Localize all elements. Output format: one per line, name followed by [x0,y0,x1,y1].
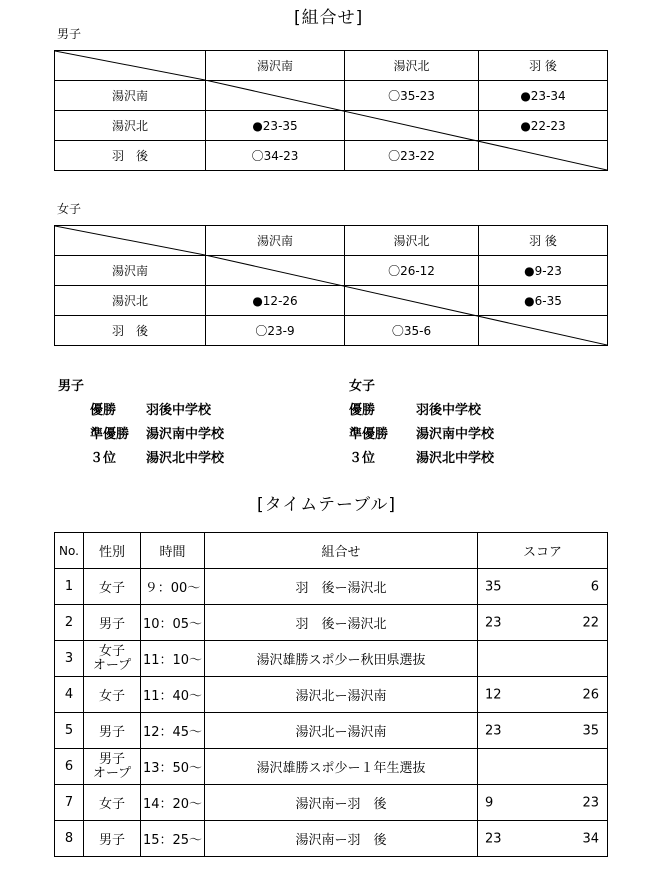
boys-school-2: 湯沢南中学校 [146,427,225,442]
score-right: 23 [582,795,599,810]
boys-standings-label: 男子 [58,379,85,394]
boys-result-cell: ●23-34 [479,81,608,111]
gender-line-1: 女子 [98,643,125,659]
table-row [55,605,608,641]
row-match: 湯沢雄勝スポ少ー１年生選抜 [205,749,478,785]
table-row [55,749,608,785]
row-time: 12：45～ [141,713,205,749]
girls-corner-cell [55,226,206,256]
diagonal-line [55,226,205,255]
girls-col-header: 湯沢南 [206,226,345,256]
boys-row-header: 湯沢南 [55,81,206,111]
girls-school-2: 湯沢南中学校 [416,427,495,442]
score-left: 12 [485,687,502,702]
girls-result-cell: ●6-35 [479,286,608,316]
girls-row-header: 羽 後 [55,316,206,346]
girls-rank-2: 準優勝 [349,427,389,442]
table-row [55,677,608,713]
row-score [478,821,608,857]
row-gender: 女子 [84,677,141,713]
score-right: 35 [582,723,599,738]
row-match: 湯沢雄勝スポ少ー秋田県選抜 [205,641,478,677]
kumiawase-title: [組合せ] [294,8,364,28]
girls-col-header: 羽 後 [479,226,608,256]
row-gender: 男子 [84,821,141,857]
row-time: 11：10～ [141,641,205,677]
boys-row-header: 湯沢北 [55,111,206,141]
girls-rank-3: ３位 [349,451,376,466]
row-time: 13：50～ [141,749,205,785]
boys-col-header: 湯沢北 [345,51,479,81]
row-score [478,605,608,641]
table-row [55,785,608,821]
timetable-table [54,532,608,857]
boys-rank-2: 準優勝 [90,427,130,442]
boys-matrix-label: 男子 [57,27,82,41]
row-no: 2 [55,605,84,641]
table-row [55,821,608,857]
boys-col-header: 湯沢南 [206,51,345,81]
score-right: 26 [582,687,599,702]
diagonal-line [55,51,205,80]
boys-school-1: 羽後中学校 [146,403,212,418]
boys-result-cell: ●23-35 [206,111,345,141]
row-time: 10：05～ [141,605,205,641]
row-score [478,569,608,605]
boys-school-3: 湯沢北中学校 [146,451,225,466]
row-time: ９：00～ [141,569,205,605]
row-no: 4 [55,677,84,713]
score-right: 6 [590,579,599,594]
row-match: 湯沢北ー湯沢南 [205,677,478,713]
girls-school-1: 羽後中学校 [416,403,482,418]
row-score [478,749,608,785]
boys-rank-1: 優勝 [90,403,117,418]
row-match: 湯沢北ー湯沢南 [205,713,478,749]
row-no: 6 [55,749,84,785]
score-left: 23 [485,723,502,738]
row-time: 11：40～ [141,677,205,713]
row-no: 7 [55,785,84,821]
row-score [478,641,608,677]
girls-col-header: 湯沢北 [345,226,479,256]
gender-line-2: オープ [92,657,132,673]
score-left: 23 [485,831,502,846]
table-row [55,569,608,605]
girls-school-3: 湯沢北中学校 [416,451,495,466]
row-gender: 男子 [84,713,141,749]
row-gender [84,749,141,785]
row-no: 1 [55,569,84,605]
girls-result-cell: ●12-26 [206,286,345,316]
girls-matrix-label: 女子 [57,202,82,216]
timetable-header-no: No. [55,533,84,569]
row-match: 羽 後ー湯沢北 [205,605,478,641]
table-row [55,713,608,749]
girls-self-diagonal [205,255,607,345]
girls-standings-label: 女子 [349,379,376,394]
row-score [478,713,608,749]
row-gender: 女子 [84,569,141,605]
boys-self-diagonal [205,80,607,170]
boys-col-header: 羽 後 [479,51,608,81]
gender-line-1: 男子 [98,751,125,767]
timetable-header-gender: 性別 [84,533,141,569]
girls-result-cell: ●9-23 [479,256,608,286]
boys-result-cell: 〇34-23 [206,141,345,171]
row-no: 3 [55,641,84,677]
boys-result-cell: 〇23-22 [345,141,479,171]
row-match: 羽 後ー湯沢北 [205,569,478,605]
timetable-title: [タイムテーブル] [257,495,397,515]
girls-row-header: 湯沢南 [55,256,206,286]
boys-row-header: 羽 後 [55,141,206,171]
girls-row-header: 湯沢北 [55,286,206,316]
row-gender [84,641,141,677]
row-time: 14：20～ [141,785,205,821]
row-no: 8 [55,821,84,857]
score-left: 35 [485,579,502,594]
timetable-header-score: スコア [478,533,608,569]
boys-result-cell: 〇35-23 [345,81,479,111]
boys-corner-cell [55,51,206,81]
boys-result-cell: ●22-23 [479,111,608,141]
row-no: 5 [55,713,84,749]
row-score [478,785,608,821]
score-left: 9 [485,795,494,810]
boys-rank-3: ３位 [90,451,117,466]
row-time: 15：25～ [141,821,205,857]
row-gender: 男子 [84,605,141,641]
row-score [478,677,608,713]
score-right: 22 [582,615,599,630]
girls-result-cell: 〇35-6 [345,316,479,346]
timetable-header-time: 時間 [141,533,205,569]
girls-rank-1: 優勝 [349,403,376,418]
row-gender: 女子 [84,785,141,821]
girls-result-cell: 〇26-12 [345,256,479,286]
score-right: 34 [582,831,599,846]
girls-result-cell: 〇23-9 [206,316,345,346]
table-row [55,641,608,677]
gender-line-2: オープ [92,765,132,781]
score-left: 23 [485,615,502,630]
row-match: 湯沢南ー羽 後 [205,821,478,857]
row-match: 湯沢南ー羽 後 [205,785,478,821]
timetable-header-match: 組合せ [205,533,478,569]
